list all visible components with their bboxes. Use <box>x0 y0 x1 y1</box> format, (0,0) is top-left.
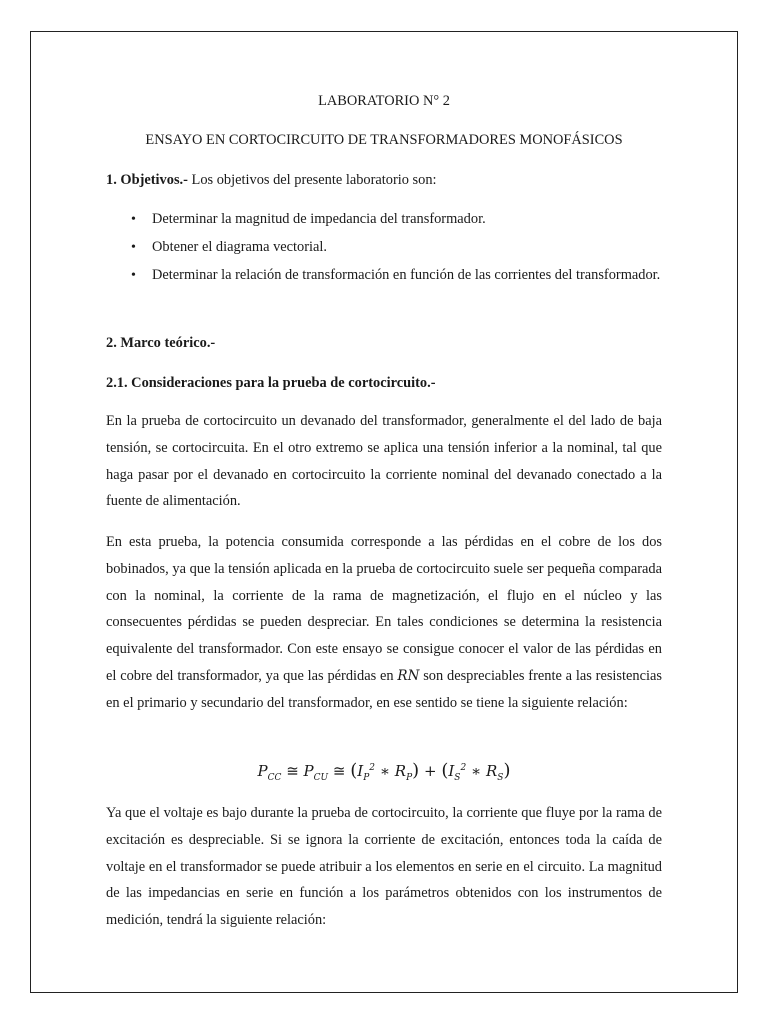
eq-sup-2: 2 <box>460 763 467 773</box>
paragraph-2-text-b: son despreciables frente a las resistencias en el primario y secundario del transformador, en ese sentido se tiene la siguiente relación: <box>106 667 662 711</box>
paragraph-2 <box>106 529 662 717</box>
bullet-icon: • <box>131 212 136 227</box>
paragraph-2-text-a: En esta prueba, la potencia consumida corresponde a las pérdidas en el cobre de los dos bobinados, ya que la tensión aplicada en la prueba de cortocircuito suele ser pequeña comparada con la nominal, la corriente de la rama de magnetización, el flujo en el núcleo y las consecuentes pérdidas se pueden despreciar. En tales condiciones se determina la resistencia equivalente del transformador. Con este ensayo se consigue conocer el valor de las pérdidas en el cobre del transformador, ya que las pérdidas en <box>106 534 662 684</box>
eq-p: P <box>303 762 314 780</box>
list-item: Obtener el diagrama vectorial. <box>152 239 327 255</box>
bullet-icon: • <box>131 240 136 255</box>
list-item: Determinar la relación de transformación en función de las corrientes del transformador. <box>152 267 661 283</box>
equation <box>106 760 662 783</box>
eq-paren-close: ) <box>503 760 511 781</box>
eq-paren-close: ) <box>412 760 420 781</box>
objectives-heading: 1. Objetivos.- <box>106 172 188 188</box>
eq-sub-s: S <box>497 773 504 783</box>
eq-times: ∗ <box>470 762 482 780</box>
eq-i: I <box>357 762 364 780</box>
section-2-1-heading: 2.1. Consideraciones para la prueba de cortocircuito.- <box>106 375 436 391</box>
bullet-icon: • <box>131 268 136 283</box>
eq-approx: ≅ <box>286 762 299 780</box>
eq-sub-p: P <box>363 773 370 783</box>
eq-sub-p: P <box>406 773 413 783</box>
eq-plus: + <box>423 762 437 780</box>
eq-paren-open: ( <box>441 760 449 781</box>
document-title: LABORATORIO N° 2 <box>318 93 450 109</box>
eq-paren-open: ( <box>350 760 358 781</box>
objectives-intro: Los objetivos del presente laboratorio son: <box>187 172 437 188</box>
list-item: Determinar la magnitud de impedancia del transformador. <box>152 211 486 227</box>
eq-approx: ≅ <box>332 762 346 780</box>
eq-sub-cc: CC <box>267 773 282 783</box>
eq-times: ∗ <box>379 762 391 780</box>
eq-sub-cu: CU <box>313 773 329 783</box>
document-subtitle: ENSAYO EN CORTOCIRCUITO DE TRANSFORMADORES MONOFÁSICOS <box>145 132 623 148</box>
objectives-line <box>106 172 437 189</box>
paragraph-3: Ya que el voltaje es bajo durante la prueba de cortocircuito, la corriente que fluye por la rama de excitación es despreciable. Si se ignora la corriente de excitación, entonces toda la caída de voltaje en el transformador se puede atribuir a los elementos en serie en el circuito. La magnitud de las impedancias en serie en función a los parámetros obtenidos con los instrumentos de medición, tendrá la siguiente relación: <box>106 805 662 929</box>
paragraph-2-rn: RN <box>397 667 420 684</box>
eq-sub-s: S <box>454 773 461 783</box>
eq-p: P <box>257 762 268 780</box>
section-2-heading: 2. Marco teórico.- <box>106 335 216 351</box>
eq-sup-2: 2 <box>369 763 376 773</box>
eq-r: R <box>485 762 498 780</box>
eq-r: R <box>394 762 407 780</box>
paragraph-1: En la prueba de cortocircuito un devanado del transformador, generalmente el del lado de baja tensión, se cortocircuita. En el otro extremo se aplica una tensión inferior a la nominal, tal que haga pasar por el devanado en cortocircuito la corriente nominal del devanado conectado a la fuente de alimentación. <box>106 413 662 510</box>
eq-i: I <box>448 762 455 780</box>
